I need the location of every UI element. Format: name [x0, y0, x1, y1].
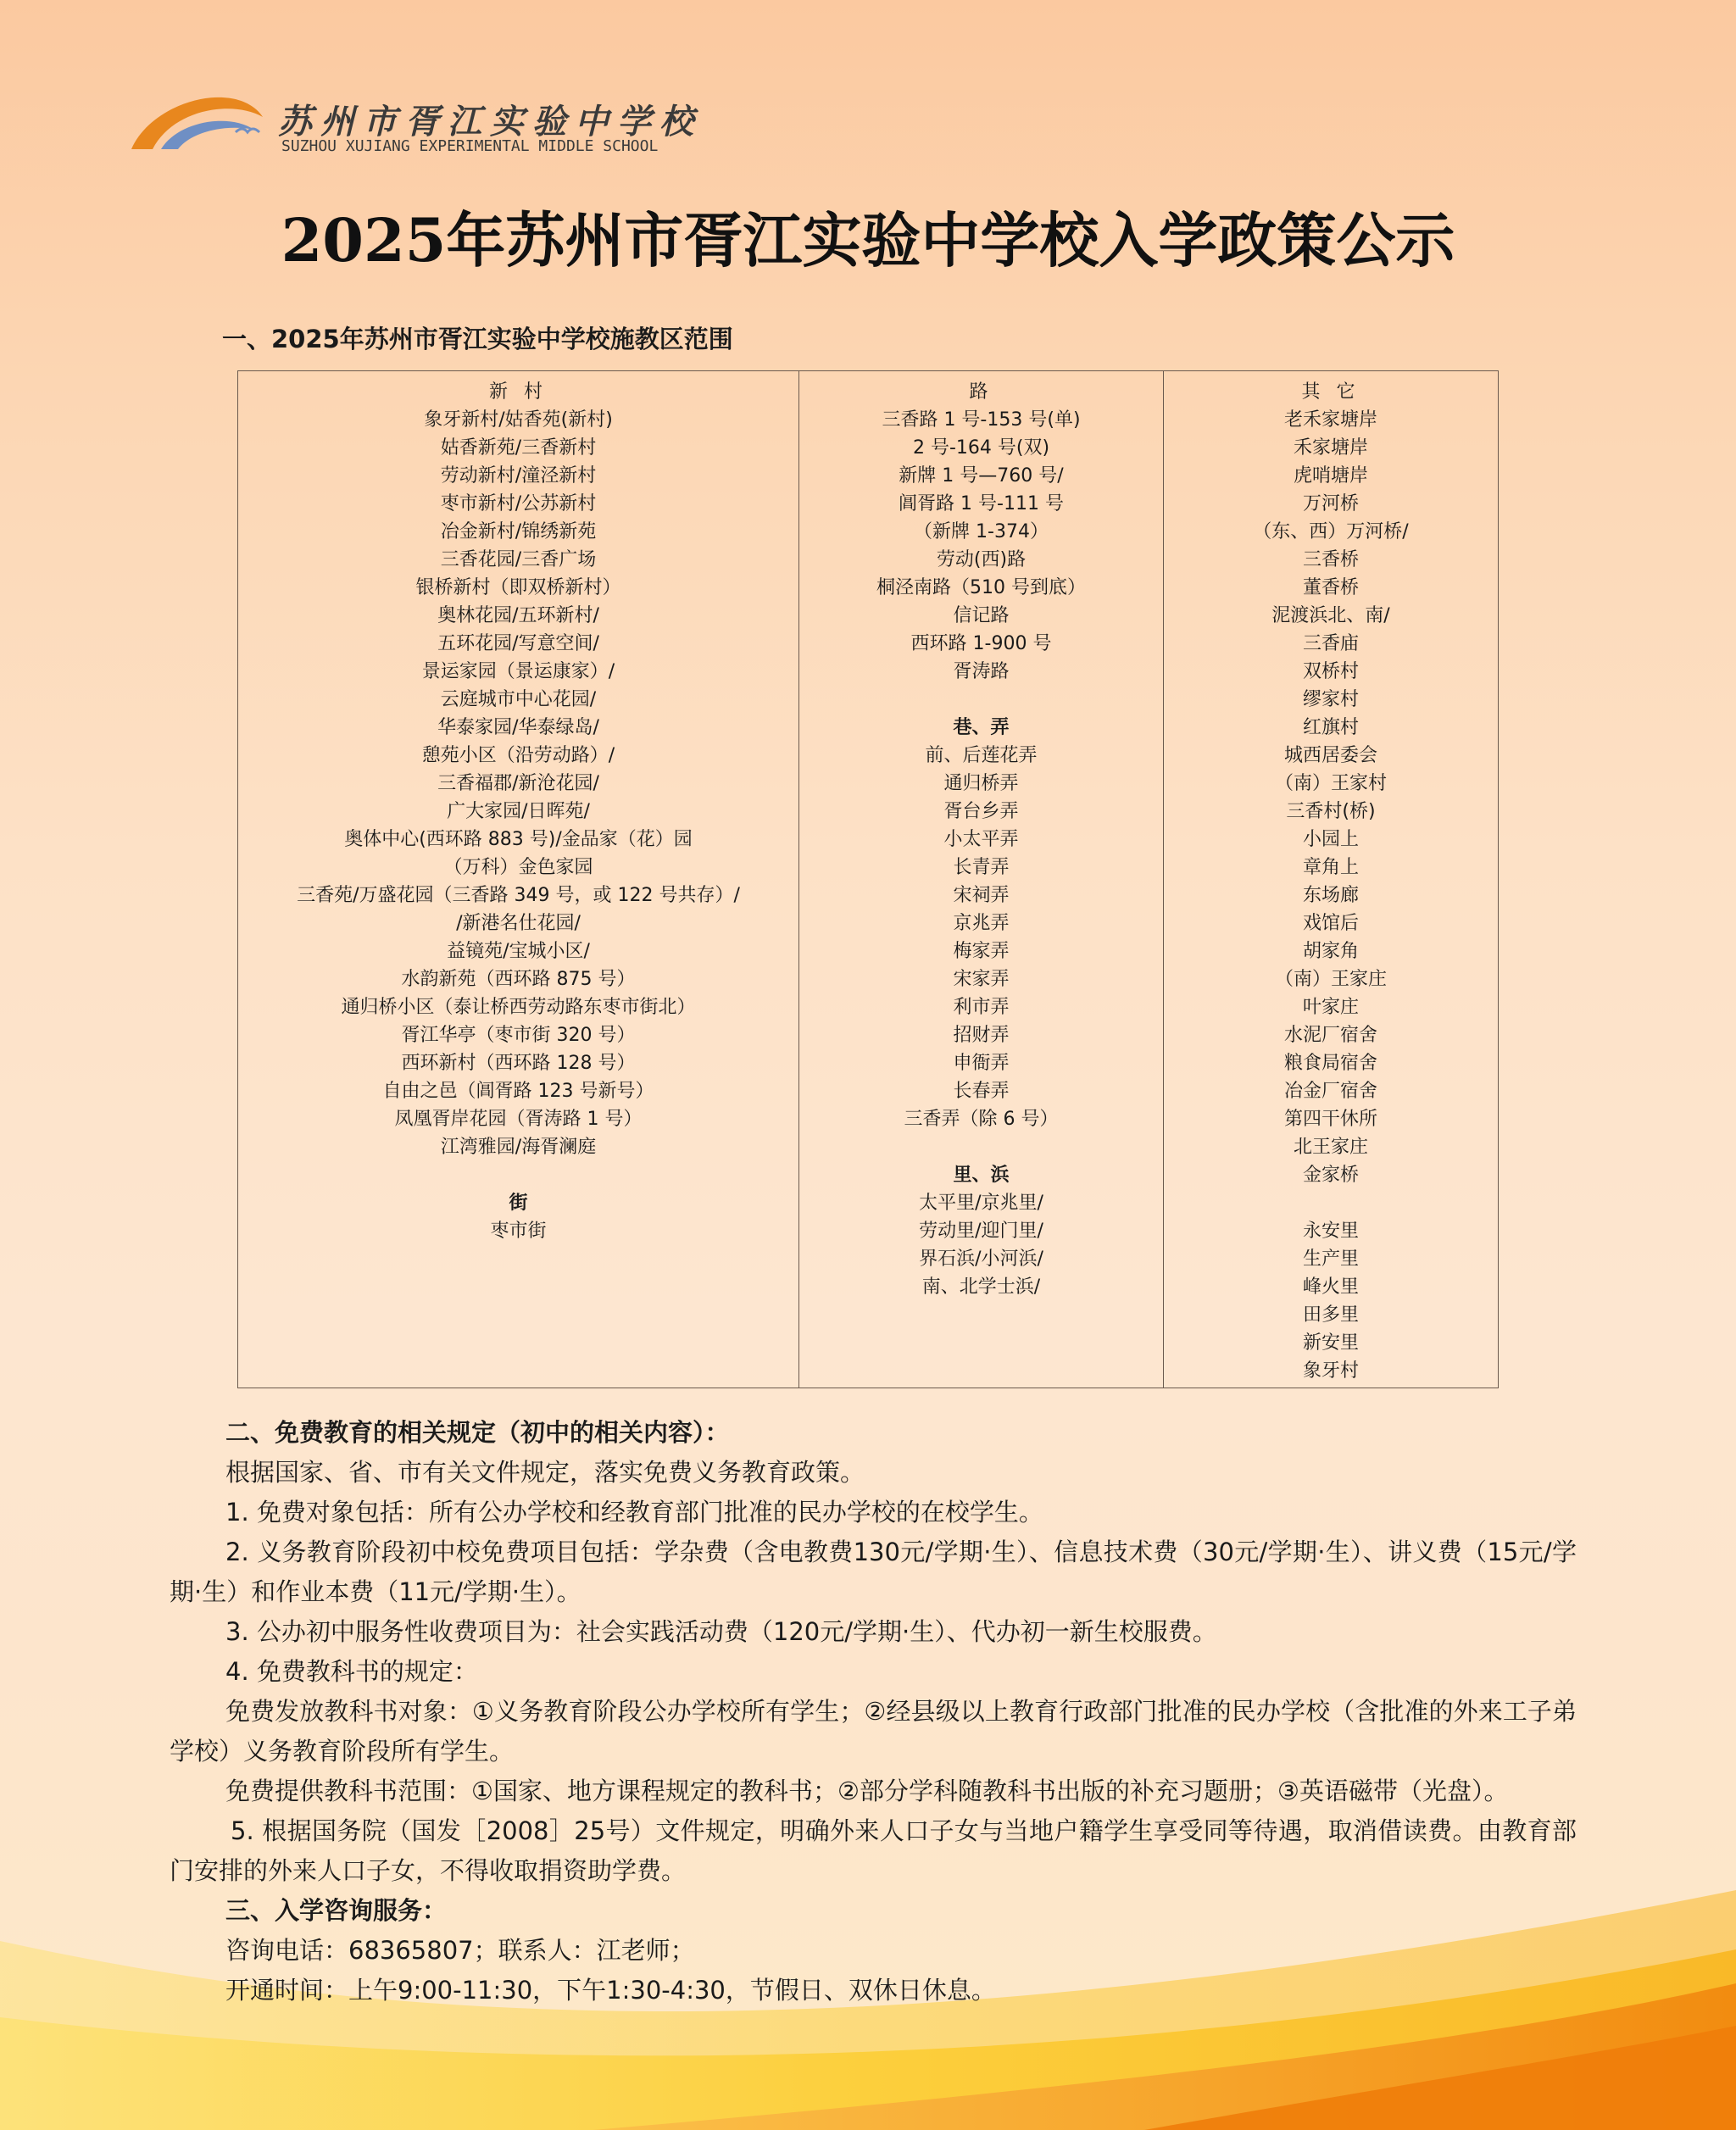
village-item: /新港名仕花园/ — [456, 913, 581, 934]
village-item: 水韵新苑（西环路 875 号） — [401, 969, 636, 990]
other-item: （东、西）万河桥/ — [1253, 521, 1409, 542]
other-item: 北王家庄 — [1293, 1137, 1368, 1158]
other-item: 红旗村 — [1302, 717, 1359, 738]
lane-item: 小太平弄 — [943, 829, 1019, 850]
village-item: 自由之邑（阊胥路 123 号新号） — [382, 1081, 654, 1102]
village-item: 枣市新村/公苏新村 — [440, 493, 597, 514]
road-item: 新牌 1 号—760 号/ — [899, 465, 1064, 487]
section2-item-4a: 免费发放教科书对象：①义务教育阶段公办学校所有学生；②经县级以上教育行政部门批准的民办学校（含批准的外来工子弟学校）义务教育阶段所有学生。 — [170, 1697, 1577, 1766]
policy-text — [170, 1413, 1577, 2010]
village-item: 劳动新村/潼泾新村 — [440, 465, 597, 487]
section2-item-1: 1. 免费对象包括：所有公办学校和经教育部门批准的民办学校的在校学生。 — [225, 1498, 1043, 1527]
col-villages-header: 新 村 — [489, 381, 548, 403]
lanes-list — [803, 742, 1160, 1133]
other-item: 老禾家塘岸 — [1283, 409, 1377, 431]
village-item: 冶金新村/锦绣新苑 — [440, 521, 597, 542]
other-item: 城西居委会 — [1283, 745, 1377, 766]
school-name-en: SUZHOU XUJIANG EXPERIMENTAL MIDDLE SCHOOL — [281, 137, 659, 155]
other-item: 董香桥 — [1302, 577, 1359, 598]
lane-item: 利市弄 — [953, 997, 1010, 1018]
lane-item: 胥台乡弄 — [943, 801, 1019, 822]
other-item: 三香桥 — [1302, 549, 1359, 570]
other-item: 章角上 — [1302, 857, 1359, 878]
village-item: 云庭城市中心花园/ — [440, 689, 597, 710]
road-item: （新牌 1-374） — [914, 521, 1049, 542]
other-item: 金家桥 — [1302, 1165, 1359, 1186]
section2-item-2: 2. 义务教育阶段初中校免费项目包括：学杂费（含电教费130元/学期·生）、信息技术费（30元/学期·生）、讲义费（15元/学期·生）和作业本费（11元/学期·生）。 — [170, 1538, 1577, 1606]
village-item: 景运家园（景运康家）/ — [421, 661, 615, 682]
other-item: 三香村(桥) — [1286, 801, 1376, 822]
other-item: 新安里 — [1302, 1332, 1359, 1354]
road-item: 劳动(西)路 — [936, 549, 1027, 570]
lane-item: 三香弄（除 6 号） — [904, 1109, 1059, 1130]
page-title: 2025年苏州市胥江实验中学校入学政策公示 — [281, 205, 1455, 275]
other-item: 双桥村 — [1302, 661, 1359, 682]
contact-phone: 咨询电话：68365807；联系人：江老师； — [225, 1936, 695, 1965]
villages-list — [242, 406, 795, 1161]
other-item: （南）王家村 — [1274, 773, 1387, 794]
other-item: 叶家庄 — [1302, 997, 1359, 1018]
school-name-cn: 苏州市胥江实验中学校 — [278, 102, 702, 142]
other-item: 粮食局宿舍 — [1283, 1053, 1377, 1074]
section1-heading: 一、2025年苏州市胥江实验中学校施教区范围 — [222, 325, 733, 353]
li-bang-header: 里、浜 — [953, 1165, 1010, 1186]
road-item: 桐泾南路（510 号到底） — [876, 577, 1086, 598]
section2-item-3: 3. 公办初中服务性收费项目为：社会实践活动费（120元/学期·生）、代办初一新生校服费。 — [225, 1617, 1217, 1646]
lane-item: 前、后莲花弄 — [925, 745, 1038, 766]
lane-item: 长青弄 — [953, 857, 1010, 878]
village-item: 通归桥小区（泰让桥西劳动路东枣市街北） — [341, 997, 696, 1018]
other-item: 冶金厂宿舍 — [1283, 1081, 1377, 1102]
li-bang-item: 界石浜/小河浜/ — [919, 1249, 1043, 1270]
col-roads — [799, 371, 1164, 1388]
lane-item: 宋祠弄 — [953, 885, 1010, 906]
village-item: 奥林花园/五环新村/ — [437, 605, 599, 626]
village-item: 奥体中心(西环路 883 号)/金品家（花）园 — [344, 829, 693, 850]
street-item: 枣市街 — [490, 1221, 547, 1242]
road-item: 胥涛路 — [953, 661, 1010, 682]
village-item: 五环花园/写意空间/ — [437, 633, 599, 654]
others-list — [1167, 406, 1494, 1189]
other-item: 水泥厂宿舍 — [1283, 1025, 1377, 1046]
street-list — [242, 1217, 795, 1245]
lane-item: 申衙弄 — [953, 1053, 1010, 1074]
lanes-header: 巷、弄 — [953, 717, 1010, 738]
other-item: 象牙村 — [1302, 1360, 1359, 1382]
village-item: 益镜苑/宝城小区/ — [447, 941, 590, 962]
village-item: 三香苑/万盛花园（三香路 349 号，或 122 号共存）/ — [297, 885, 740, 906]
other-item: 胡家角 — [1302, 941, 1359, 962]
school-emblem-icon — [127, 83, 280, 159]
village-item: 江湾雅园/海胥澜庭 — [440, 1137, 597, 1158]
lane-item: 宋家弄 — [953, 969, 1010, 990]
lane-item: 京兆弄 — [953, 913, 1010, 934]
li-bang-item: 南、北学士浜/ — [921, 1276, 1041, 1298]
road-item: 阊胥路 1 号-111 号 — [899, 493, 1064, 514]
col-roads-header: 路 — [969, 381, 993, 403]
col-villages — [238, 371, 799, 1388]
school-logo — [127, 83, 702, 164]
road-item: 信记路 — [953, 605, 1010, 626]
section2-heading: 二、免费教育的相关规定（初中的相关内容）： — [225, 1418, 730, 1447]
lane-item: 招财弄 — [953, 1025, 1010, 1046]
village-item: 象牙新村/姑香苑(新村) — [424, 409, 613, 431]
lane-item: 梅家弄 — [953, 941, 1010, 962]
other-item: 万河桥 — [1302, 493, 1359, 514]
section2-item-4b: 免费提供教科书范围：①国家、地方课程规定的教科书；②部分学科随教科书出版的补充习题册；③英语磁带（光盘）。 — [225, 1777, 1509, 1805]
li-bang-list — [803, 1189, 1160, 1301]
other-item: 三香庙 — [1302, 633, 1359, 654]
other-item: 东场廊 — [1302, 885, 1359, 906]
street-header: 街 — [509, 1193, 528, 1214]
li-bang-item: 劳动里/迎门里/ — [919, 1221, 1043, 1242]
road-item: 2 号-164 号(双) — [912, 437, 1050, 459]
roads-list — [803, 406, 1160, 686]
village-item: 华泰家园/华泰绿岛/ — [437, 717, 599, 738]
village-item: 三香福郡/新沧花园/ — [437, 773, 599, 794]
lane-item: 长春弄 — [953, 1081, 1010, 1102]
village-item: 西环新村（西环路 128 号） — [401, 1053, 636, 1074]
other-item: 永安里 — [1302, 1221, 1359, 1242]
li-bang-item: 太平里/京兆里/ — [919, 1193, 1043, 1214]
village-item: 凤凰胥岸花园（胥涛路 1 号） — [394, 1109, 643, 1130]
other-item: 田多里 — [1302, 1304, 1359, 1326]
col-others — [1164, 371, 1499, 1388]
other-item: 泥渡浜北、南/ — [1271, 605, 1390, 626]
village-item: 憩苑小区（沿劳动路）/ — [421, 745, 615, 766]
section2-intro: 根据国家、省、市有关文件规定，落实免费义务教育政策。 — [225, 1458, 865, 1487]
other-item: 缪家村 — [1302, 689, 1359, 710]
service-hours: 开通时间：上午9:00-11:30，下午1:30-4:30，节假日、双休日休息。 — [225, 1976, 996, 2005]
school-zone-table — [237, 370, 1499, 1388]
village-item: （万科）金色家园 — [443, 857, 593, 878]
other-item: 小园上 — [1302, 829, 1359, 850]
section2-item-5: 5. 根据国务院（国发［2008］25号）文件规定，明确外来人口子女与当地户籍学生享受同等待遇，取消借读费。由教育部门安排的外来人口子女，不得收取捐资助学费。 — [170, 1816, 1577, 1885]
other-item: 生产里 — [1302, 1249, 1359, 1270]
other-item: 禾家塘岸 — [1293, 437, 1368, 459]
other-item: 戏馆后 — [1302, 913, 1359, 934]
others-list-2 — [1167, 1217, 1494, 1385]
village-item: 银桥新村（即双桥新村） — [415, 577, 621, 598]
village-item: 三香花园/三香广场 — [440, 549, 597, 570]
section3-heading: 三、入学咨询服务： — [225, 1896, 448, 1925]
section2-item-4: 4. 免费教科书的规定： — [225, 1657, 478, 1686]
col-others-header: 其 它 — [1301, 381, 1360, 403]
village-item: 广大家园/日晖苑/ — [447, 801, 590, 822]
road-item: 三香路 1 号-153 号(单) — [882, 409, 1081, 431]
village-item: 姑香新苑/三香新村 — [440, 437, 597, 459]
other-item: 虎哨塘岸 — [1293, 465, 1368, 487]
other-item: 峰火里 — [1302, 1276, 1359, 1298]
other-item: （南）王家庄 — [1274, 969, 1387, 990]
other-item: 第四干休所 — [1283, 1109, 1377, 1130]
lane-item: 通归桥弄 — [943, 773, 1019, 794]
village-item: 胥江华亭（枣市街 320 号） — [401, 1025, 636, 1046]
road-item: 西环路 1-900 号 — [910, 633, 1052, 654]
